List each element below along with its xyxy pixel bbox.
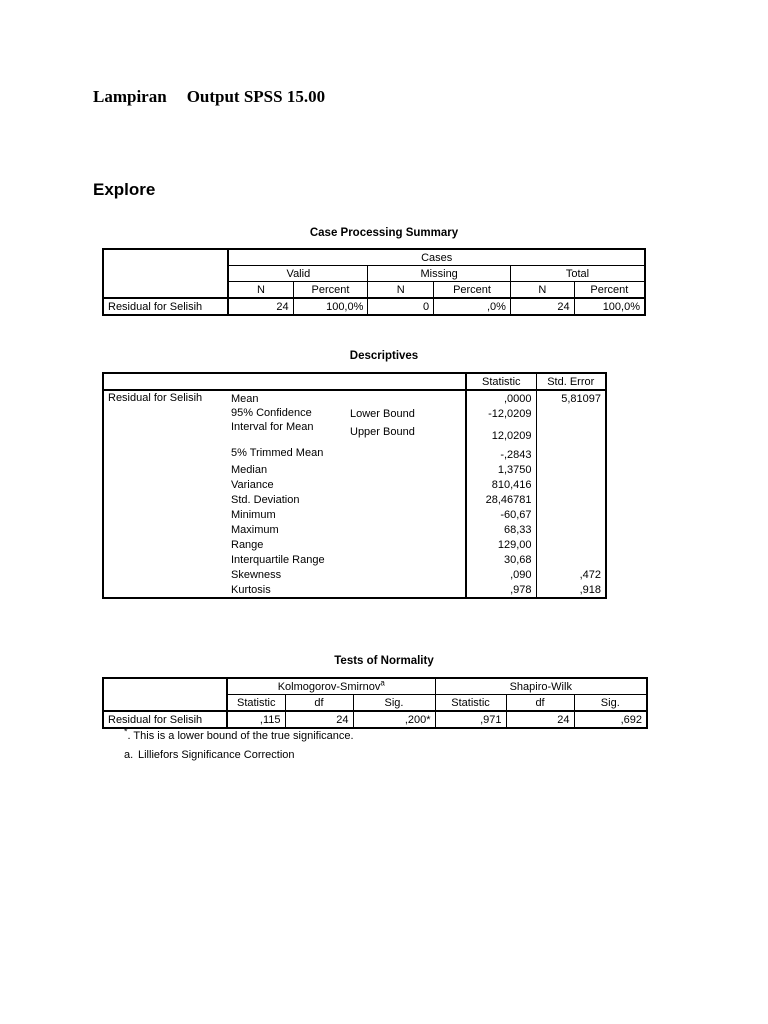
column-header: N <box>510 282 574 299</box>
ks-label: Kolmogorov-Smirnov <box>277 680 381 693</box>
stat-label: Variance <box>231 478 274 491</box>
std-error-value <box>536 537 606 552</box>
stat-sublabel <box>346 390 466 406</box>
descriptives-corner <box>103 373 466 390</box>
column-header: Sig. <box>574 695 647 712</box>
column-header: Percent <box>434 282 511 299</box>
descriptives-table <box>102 372 607 599</box>
statistic-value: 28,46781 <box>466 492 536 507</box>
stat-sublabel <box>346 552 466 567</box>
std-error-value <box>536 443 606 462</box>
stat-label: Std. Deviation <box>231 493 300 506</box>
case-summary-table <box>102 248 646 316</box>
ks-superscript: a <box>380 677 385 687</box>
descriptives-title: Descriptives <box>349 350 419 362</box>
std-error-value <box>536 477 606 492</box>
stat-sublabel <box>346 582 466 598</box>
statistic-value: ,0000 <box>466 390 536 406</box>
stat-label: Mean <box>227 390 346 406</box>
table-row <box>103 390 606 406</box>
std-error-value <box>536 507 606 522</box>
column-header: Percent <box>293 282 368 299</box>
heading-right: Output SPSS 15.00 <box>186 87 326 106</box>
std-error-value <box>536 406 606 421</box>
column-header: Sig. <box>353 695 435 712</box>
table-cell: 100,0% <box>293 298 368 315</box>
std-error-value: ,918 <box>536 582 606 598</box>
heading-left: Lampiran <box>93 87 167 106</box>
cases-header: Cases <box>228 249 645 266</box>
table-cell: 0 <box>368 298 434 315</box>
footnote-text: . This is a lower bound of the true significance. <box>127 730 354 742</box>
statistic-value: 1,3750 <box>466 462 536 477</box>
header-std-error: Std. Error <box>536 373 606 390</box>
stat-label: Skewness <box>231 568 282 581</box>
stat-sublabel <box>346 522 466 537</box>
stat-label: 95% Confidence Interval for Mean <box>231 407 314 433</box>
std-error-value <box>536 492 606 507</box>
column-header: Statistic <box>227 695 285 712</box>
std-error-value: ,472 <box>536 567 606 582</box>
table-cell: 24 <box>228 298 293 315</box>
case-summary-corner <box>103 249 228 298</box>
case-summary-title: Case Processing Summary <box>309 227 459 239</box>
row-label: Residual for Selisih <box>103 298 228 315</box>
stat-sublabel <box>346 492 466 507</box>
stat-sublabel: Lower Bound <box>350 407 415 420</box>
normality-title: Tests of Normality <box>334 655 434 667</box>
stat-label: Interquartile Range <box>231 553 325 566</box>
table-cell: ,0% <box>434 298 511 315</box>
group-header-missing: Missing <box>368 266 511 282</box>
section-title: Explore <box>93 180 156 199</box>
stat-label: 5% Trimmed Mean <box>231 446 324 459</box>
statistic-value: 12,0209 <box>466 421 536 443</box>
table-cell: 24 <box>506 711 574 728</box>
stat-label: Minimum <box>231 508 276 521</box>
page-heading <box>93 87 325 107</box>
stat-label: Range <box>231 538 264 551</box>
stat-sublabel <box>346 507 466 522</box>
std-error-value <box>536 421 606 443</box>
normality-table <box>102 677 648 729</box>
table-cell: 24 <box>285 711 353 728</box>
column-header: df <box>285 695 353 712</box>
stat-label: Median <box>231 463 268 476</box>
std-error-value <box>536 462 606 477</box>
std-error-value <box>536 552 606 567</box>
row-label: Residual for Selisih <box>103 711 227 728</box>
table-cell: ,115 <box>227 711 285 728</box>
stat-sublabel <box>346 443 466 462</box>
column-header: Statistic <box>435 695 506 712</box>
std-error-value <box>536 522 606 537</box>
group-header-ks <box>227 678 435 695</box>
stat-sublabel <box>346 567 466 582</box>
statistic-value: ,090 <box>466 567 536 582</box>
group-header-valid: Valid <box>228 266 368 282</box>
table-cell: ,692 <box>574 711 647 728</box>
table-cell: 24 <box>510 298 574 315</box>
stat-sublabel <box>346 477 466 492</box>
footnote-mark: a. <box>124 749 134 761</box>
statistic-value: 129,00 <box>466 537 536 552</box>
stat-sublabel <box>346 537 466 552</box>
statistic-value: -12,0209 <box>466 406 536 421</box>
column-header: N <box>228 282 293 299</box>
stat-label: Kurtosis <box>231 583 271 596</box>
table-cell: ,200* <box>353 711 435 728</box>
footnote-1 <box>124 726 354 742</box>
statistic-value: -,2843 <box>466 443 536 462</box>
group-header-sw: Shapiro-Wilk <box>435 678 647 695</box>
group-header-total: Total <box>510 266 645 282</box>
table-cell: ,971 <box>435 711 506 728</box>
stat-sublabel: Upper Bound <box>350 426 415 438</box>
statistic-value: 30,68 <box>466 552 536 567</box>
footnote-text: Lilliefors Significance Correction <box>138 749 295 761</box>
row-label: Residual for Selisih <box>103 390 227 598</box>
column-header: df <box>506 695 574 712</box>
footnote-2 <box>124 749 295 761</box>
normality-corner <box>103 678 227 711</box>
statistic-value: ,978 <box>466 582 536 598</box>
header-statistic: Statistic <box>466 373 536 390</box>
statistic-value: -60,67 <box>466 507 536 522</box>
footnote-mark: * <box>124 726 128 737</box>
stat-label: Maximum <box>231 523 279 536</box>
column-header: N <box>368 282 434 299</box>
stat-sublabel <box>346 462 466 477</box>
column-header: Percent <box>574 282 645 299</box>
table-cell: 100,0% <box>574 298 645 315</box>
statistic-value: 68,33 <box>466 522 536 537</box>
std-error-value: 5,81097 <box>536 390 606 406</box>
statistic-value: 810,416 <box>466 477 536 492</box>
